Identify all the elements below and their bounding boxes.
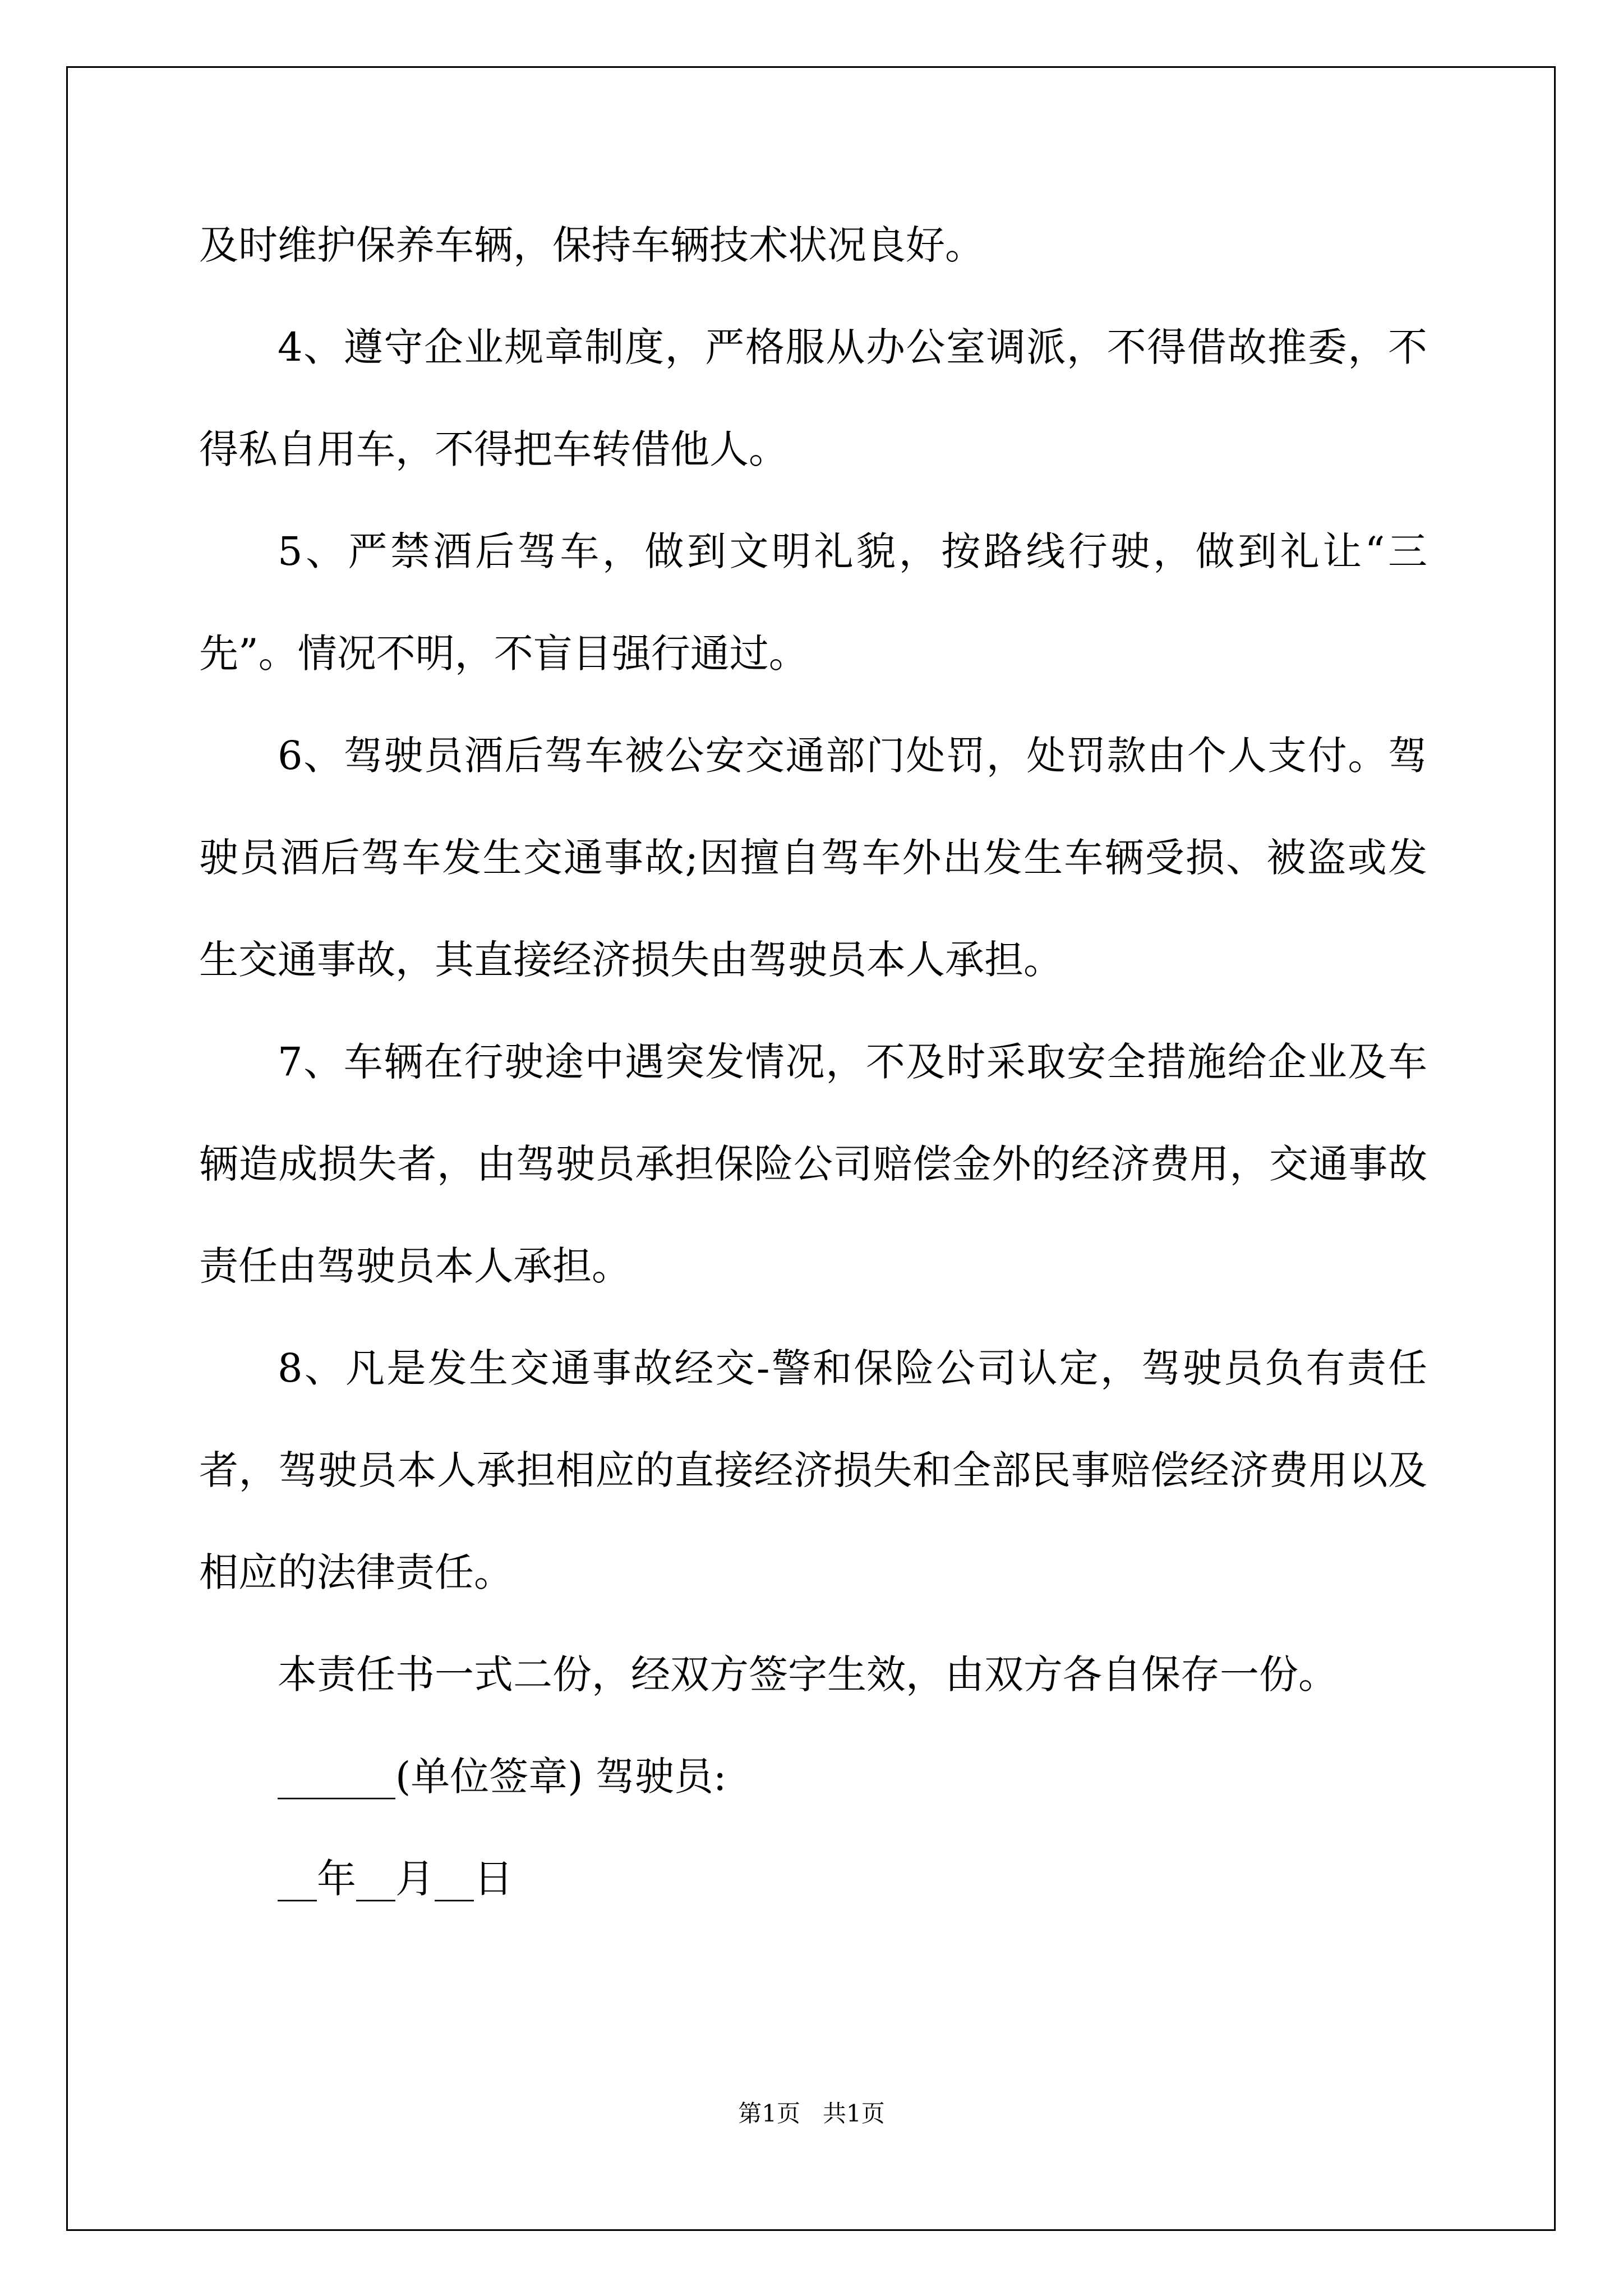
page-footer: 第1页 共1页 (738, 2100, 885, 2127)
signature-line: ______(单位签章) 驾驶员: (278, 1754, 727, 1800)
paragraph-item-4: 4、遵守企业规章制度，严格服从办公室调派，不得借故推委，不得私自用车，不得把车转借他人。 (199, 324, 1427, 472)
paragraph-continuation: 及时维护保养车辆，保持车辆技术状况良好。 (199, 222, 984, 268)
paragraph-item-7: 7、车辆在行驶途中遇突发情况，不及时采取安全措施给企业及车辆造成损失者，由驾驶员承担保险公司赔偿金外的经济费用，交通事故责任由驾驶员本人承担。 (199, 1039, 1427, 1289)
paragraph-item-8: 8、凡是发生交通事故经交-警和保险公司认定，驾驶员负有责任者，驾驶员本人承担相应的直接经济损失和全部民事赔偿经济费用以及相应的法律责任。 (199, 1345, 1427, 1595)
paragraph-copies-note: 本责任书一式二份，经双方签字生效，由双方各自保存一份。 (278, 1651, 1338, 1697)
paragraph-item-5: 5、严禁酒后驾车，做到文明礼貌，按路线行驶，做到礼让“三先”。情况不明，不盲目强行通过。 (199, 528, 1427, 677)
document-body (199, 194, 1427, 1930)
paragraph-item-6: 6、驾驶员酒后驾车被公安交通部门处罚，处罚款由个人支付。驾驶员酒后驾车发生交通事故;因擅自驾车外出发生车辆受损、被盗或发生交通事故，其直接经济损失由驾驶员本人承担。 (199, 733, 1427, 983)
date-line: __年__月__日 (278, 1856, 513, 1902)
